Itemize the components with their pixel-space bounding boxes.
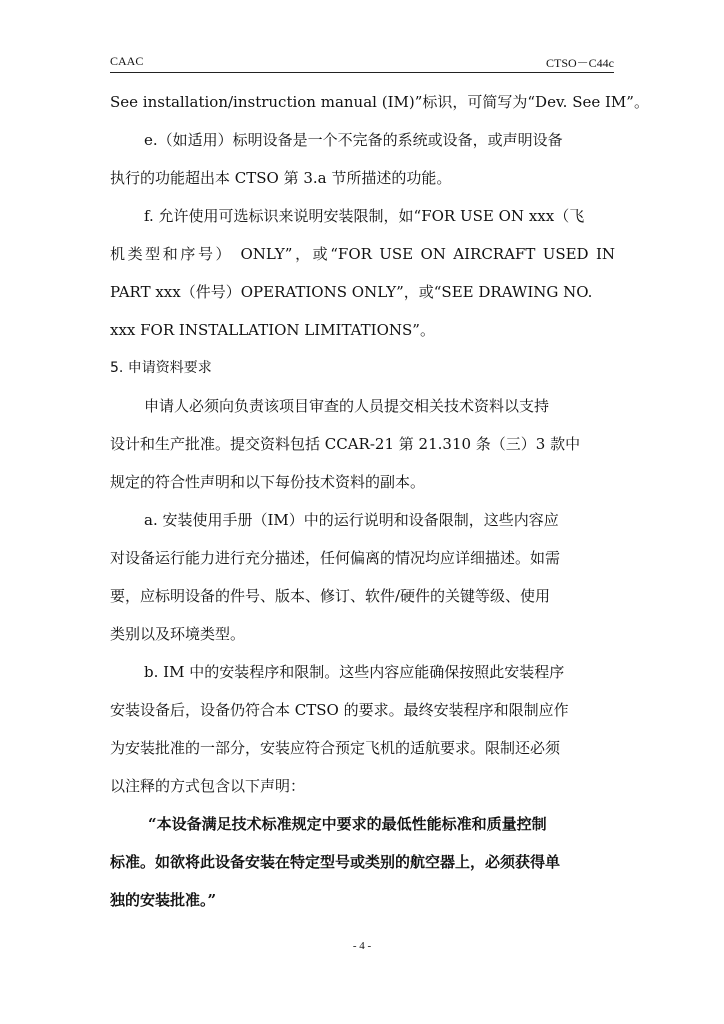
body-line: e.（如适用）标明设备是一个不完备的系统或设备，或声明设备 [144,131,563,149]
body-line: 要，应标明设备的件号、版本、修订、软件/硬件的关键等级、使用 [110,587,551,605]
body-line: 机类型和序号） ONLY”，或“FOR USE ON AIRCRAFT USED IN [110,245,615,263]
quoted-statement-line: 独的安装批准。” [110,891,217,909]
header-org: CAAC [110,54,144,68]
body-line: f. 允许使用可选标识来说明安装限制，如“FOR USE ON xxx（飞 [144,207,585,225]
body-line: 类别以及环境类型。 [110,625,246,643]
body-line: 安装设备后，设备仍符合本 CTSO 的要求。最终安装程序和限制应作 [110,701,569,719]
section-heading: 5. 申请资料要求 [110,360,212,376]
body-line: 规定的符合性声明和以下每份技术资料的副本。 [110,473,426,491]
quoted-statement-line: “本设备满足技术标准规定中要求的最低性能标准和质量控制 [148,815,547,833]
body-line: 为安装批准的一部分，安装应符合预定飞机的适航要求。限制还必须 [110,739,561,757]
body-line: b. IM 中的安装程序和限制。这些内容应能确保按照此安装程序 [144,663,565,681]
body-line: 设计和生产批准。提交资料包括 CCAR-21 第 21.310 条（三）3 款中 [110,435,581,453]
body-line: PART xxx（件号）OPERATIONS ONLY”，或“SEE DRAWING NO. [110,283,593,301]
body-line: a. 安装使用手册（IM）中的运行说明和设备限制，这些内容应 [144,511,559,529]
body-line: 以注释的方式包含以下声明： [110,777,306,795]
body-line: 执行的功能超出本 CTSO 第 3.a 节所描述的功能。 [110,169,452,187]
header-doc-id: CTSO－C44c [545,56,614,70]
body-line: 申请人必须向负责该项目审查的人员提交相关技术资料以支持 [144,397,550,415]
body-line: xxx FOR INSTALLATION LIMITATIONS”。 [110,321,435,339]
page-header [110,52,614,73]
body-line: See installation/instruction manual (IM)”标识，可简写为“Dev. See IM”。 [110,93,649,111]
body-line: 对设备运行能力进行充分描述，任何偏离的情况均应详细描述。如需 [110,549,561,567]
page-number: - 4 - [352,940,372,952]
quoted-statement-line: 标准。如欲将此设备安装在特定型号或类别的航空器上，必须获得单 [110,853,561,871]
